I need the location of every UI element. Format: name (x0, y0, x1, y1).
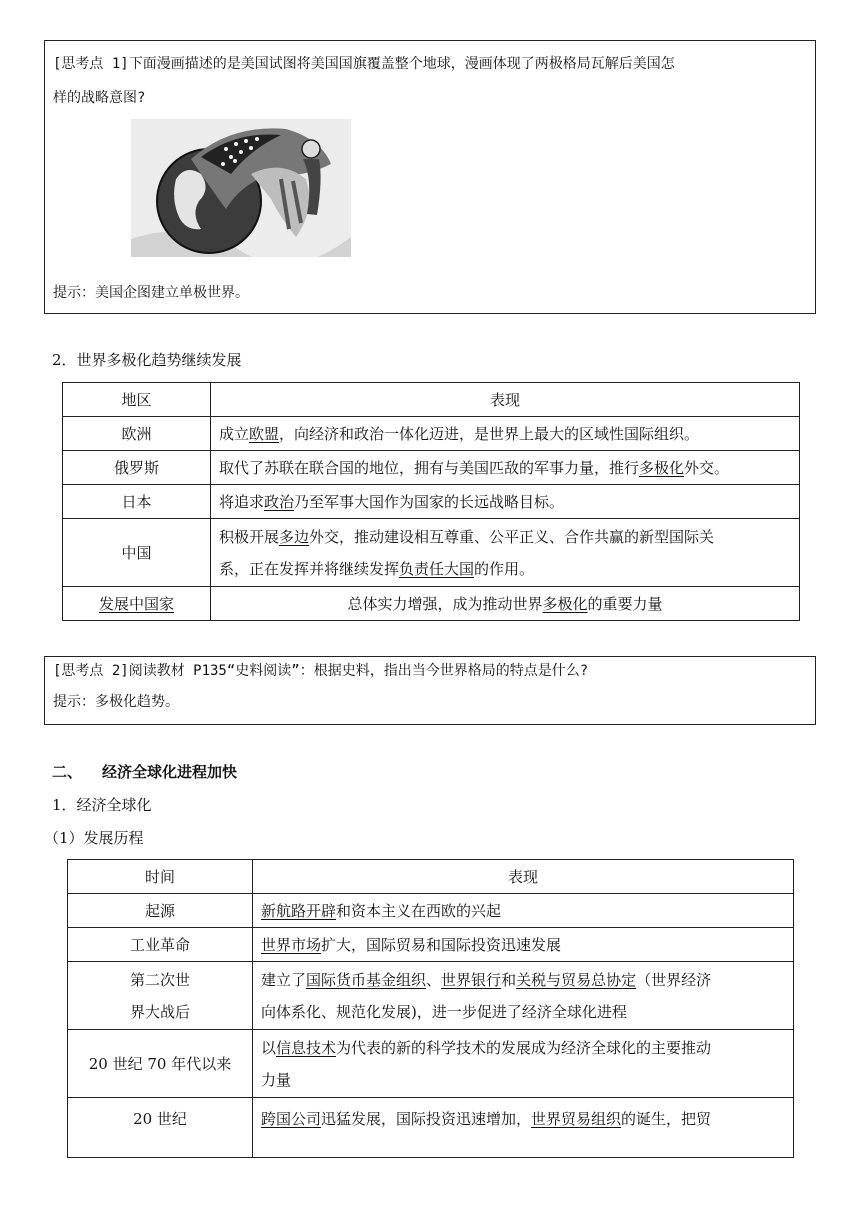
table-row (63, 519, 800, 587)
think-point-1-question-line2: 样的战略意图? (53, 90, 146, 106)
think-point-2-box (44, 656, 816, 725)
performance-cell: 总体实力增强，成为推动世界多极化的重要力量 (211, 587, 800, 621)
key-term: 欧盟 (249, 424, 280, 443)
cartoon-flag-covering-globe (131, 119, 351, 257)
table-header-row (63, 383, 800, 417)
key-term: 负责任大国 (399, 559, 475, 578)
performance-cell: 世界市场扩大，国际贸易和国际投资迅速发展 (253, 928, 794, 962)
region-cell: 俄罗斯 (63, 451, 211, 485)
performance-cell: 建立了国际货币基金组织、世界银行和关税与贸易总协定（世界经济 向体系化、规范化发展)，进一步促进了经济全球化进程 (253, 962, 794, 1030)
time-cell: 20 世纪 70 年代以来 (68, 1030, 253, 1098)
key-term: 跨国公司 (261, 1110, 322, 1128)
key-term: 世界贸易组织 (531, 1110, 622, 1128)
performance-cell: 新航路开辟和资本主义在西欧的兴起 (253, 894, 794, 928)
key-term: 国际货币基金组织 (306, 970, 427, 989)
region-cell: 发展中国家 (63, 587, 211, 621)
table-row (63, 417, 800, 451)
think-point-1-line1 (53, 54, 675, 74)
table-row (63, 587, 800, 621)
globalization-table (67, 859, 794, 1158)
think-point-2-question: [思考点 2]阅读教材 P135“史料阅读”：根据史料，指出当今世界格局的特点是什么? (53, 663, 589, 679)
header-time: 时间 (68, 860, 253, 894)
time-cell: 第二次世 界大战后 (68, 962, 253, 1030)
header-performance: 表现 (211, 383, 800, 417)
table-row (63, 451, 800, 485)
performance-cell: 积极开展多边外交，推动建设相互尊重、公平正义、合作共赢的新型国际关 系，正在发挥并将继续发挥负责任大国的作用。 (211, 519, 800, 587)
think-point-2-hint: 提示：多极化趋势。 (53, 694, 179, 710)
table-header-row (68, 860, 794, 894)
performance-cell: 取代了苏联在联合国的地位，拥有与美国匹敌的军事力量，推行多极化外交。 (211, 451, 800, 485)
key-term: 关税与贸易总协定 (516, 970, 637, 989)
time-cell: 20 世纪 (68, 1098, 253, 1158)
time-cell: 工业革命 (68, 928, 253, 962)
performance-cell: 跨国公司迅猛发展，国际投资迅速增加，世界贸易组织的诞生，把贸 (253, 1098, 794, 1158)
region-cell: 欧洲 (63, 417, 211, 451)
cartoon-illustration (131, 119, 351, 257)
multipolar-table (62, 382, 800, 621)
section-heading-multipolar: 2．世界多极化趋势继续发展 (52, 351, 242, 369)
time-cell: 起源 (68, 894, 253, 928)
key-term: 世界银行 (441, 970, 502, 989)
think-point-1-question-line1: 下面漫画描述的是美国试图将美国国旗覆盖整个地球，漫画体现了两极格局瓦解后美国怎 (128, 56, 675, 72)
key-term: 信息技术 (276, 1038, 337, 1057)
table-row (68, 1098, 794, 1158)
key-term: 政治 (264, 492, 295, 511)
table-row (68, 928, 794, 962)
performance-cell: 以信息技术为代表的新的科学技术的发展成为经济全球化的主要推动 力量 (253, 1030, 794, 1098)
header-performance: 表现 (253, 860, 794, 894)
table-row (68, 1030, 794, 1098)
table-row (63, 485, 800, 519)
region-cell: 中国 (63, 519, 211, 587)
part-two-number: 二、 (52, 763, 83, 781)
region-cell: 日本 (63, 485, 211, 519)
key-term: 多极化 (542, 594, 588, 613)
part-two-heading (52, 762, 237, 782)
think-point-1-hint: 提示：美国企图建立单极世界。 (53, 285, 249, 301)
performance-cell: 成立欧盟，向经济和政治一体化迈进，是世界上最大的区域性国际组织。 (211, 417, 800, 451)
subheading-development: （1）发展历程 (44, 829, 144, 847)
key-term: 多极化 (639, 458, 685, 477)
part-two-title: 经济全球化进程加快 (102, 763, 238, 781)
table-row (68, 962, 794, 1030)
think-point-1-label: [思考点 1] (53, 56, 129, 72)
key-term: 新航路开辟 (261, 901, 337, 920)
table-row (68, 894, 794, 928)
subheading-globalization: 1．经济全球化 (52, 796, 152, 814)
performance-cell: 将追求政治乃至军事大国作为国家的长远战略目标。 (211, 485, 800, 519)
header-region: 地区 (63, 383, 211, 417)
key-term: 世界市场 (261, 935, 322, 954)
key-term: 多边 (279, 527, 310, 546)
